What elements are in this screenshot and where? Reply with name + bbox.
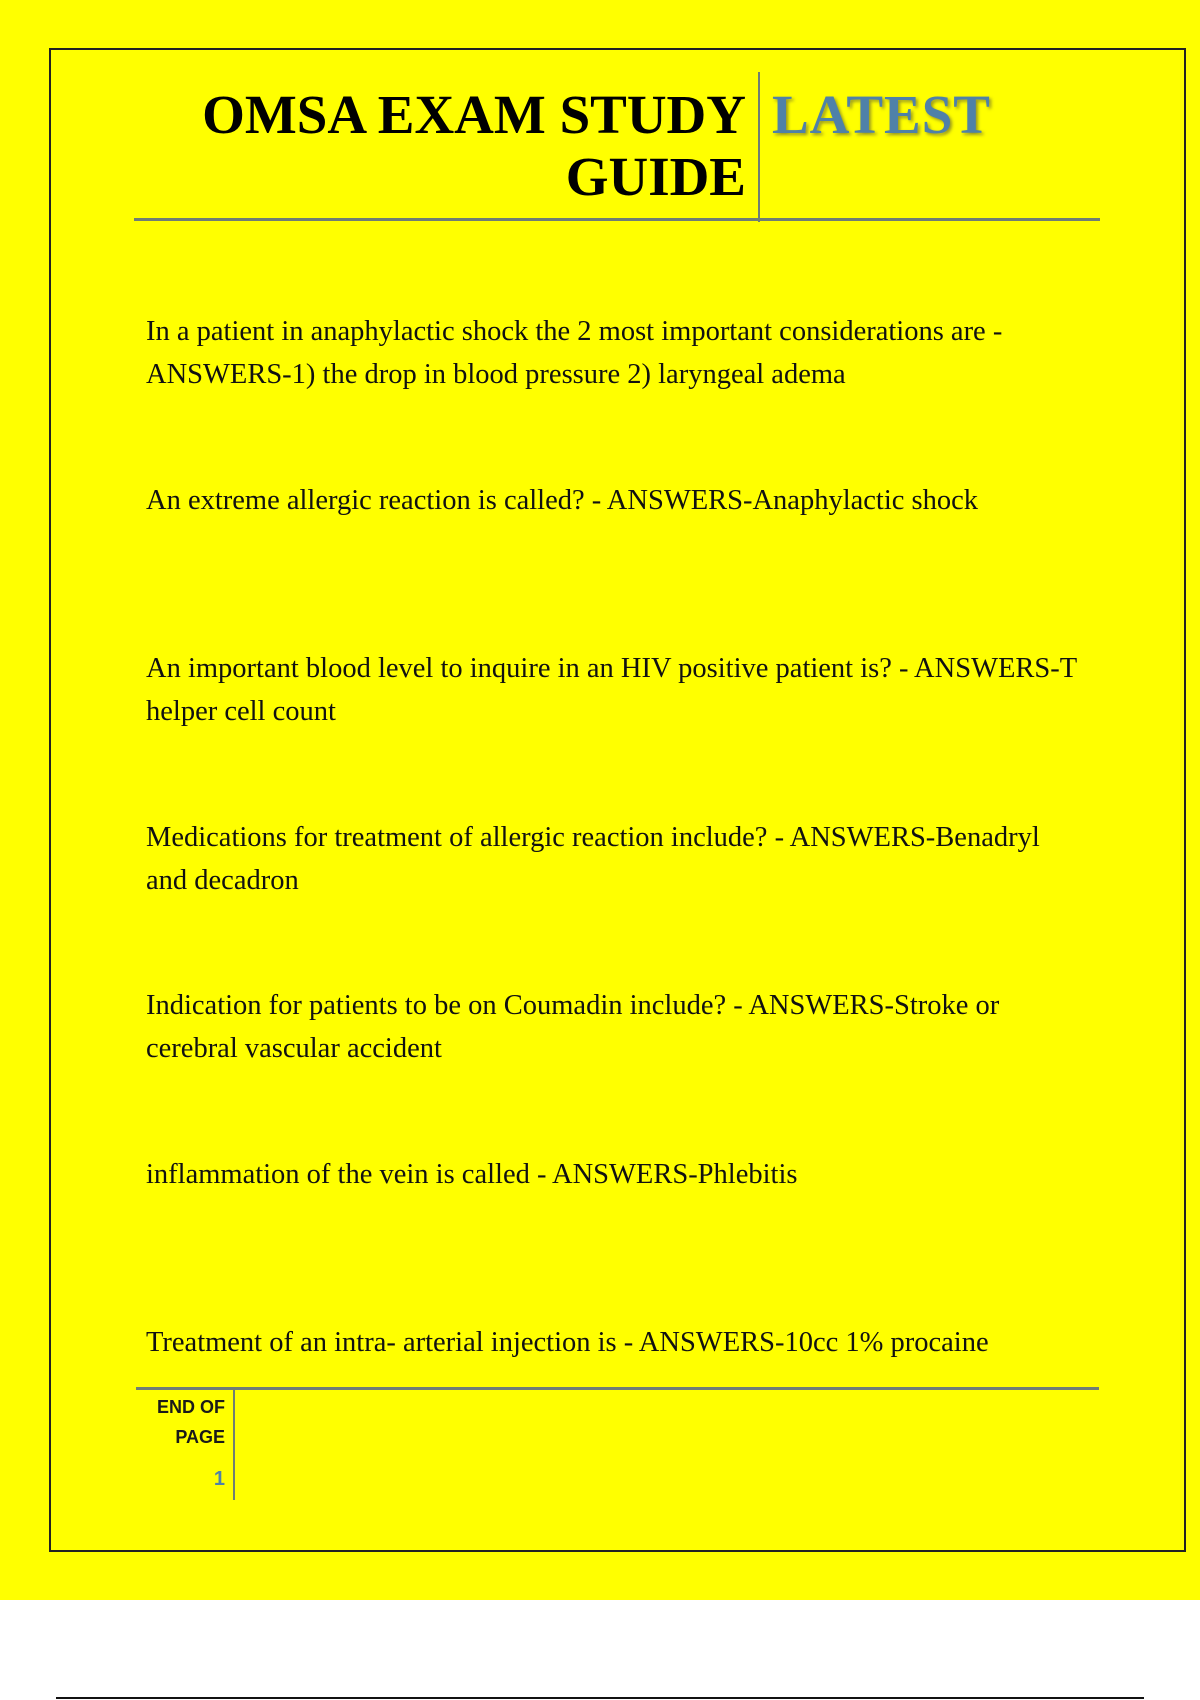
footer-divider [233, 1390, 235, 1500]
page-title: OMSA EXAM STUDY GUIDE [202, 84, 746, 207]
qa-item: An extreme allergic reaction is called? - ANSWERS-Anaphylactic shock [146, 484, 979, 516]
latest-badge: LATEST [772, 84, 991, 145]
page-header [134, 72, 1100, 222]
header-rule [134, 218, 1100, 221]
qa-item: In a patient in anaphylactic shock the 2 most important considerations are - ANSWERS-1) the drop in blood pressure 2) laryngeal adema [146, 316, 1003, 390]
qa-item: inflammation of the vein is called - ANSWERS-Phlebitis [146, 1158, 798, 1190]
footer-rule [136, 1387, 1099, 1390]
qa-item: Medications for treatment of allergic reaction include? - ANSWERS-Benadryl and decadron [146, 821, 1040, 896]
page-separator [56, 1697, 1144, 1699]
qa-item: An important blood level to inquire in an HIV positive patient is? - ANSWERS-T helper cell count [146, 653, 1077, 727]
qa-item: Treatment of an intra- arterial injection is - ANSWERS-10cc 1% procaine [146, 1327, 989, 1358]
qa-item: Indication for patients to be on Coumadin include? - ANSWERS-Stroke or cerebral vascular accident [146, 990, 1000, 1064]
header-divider [758, 72, 760, 222]
end-of-page-label: END OF PAGE [156, 1397, 225, 1447]
qa-list [146, 310, 1086, 1490]
page-number: 1 [213, 1468, 225, 1490]
